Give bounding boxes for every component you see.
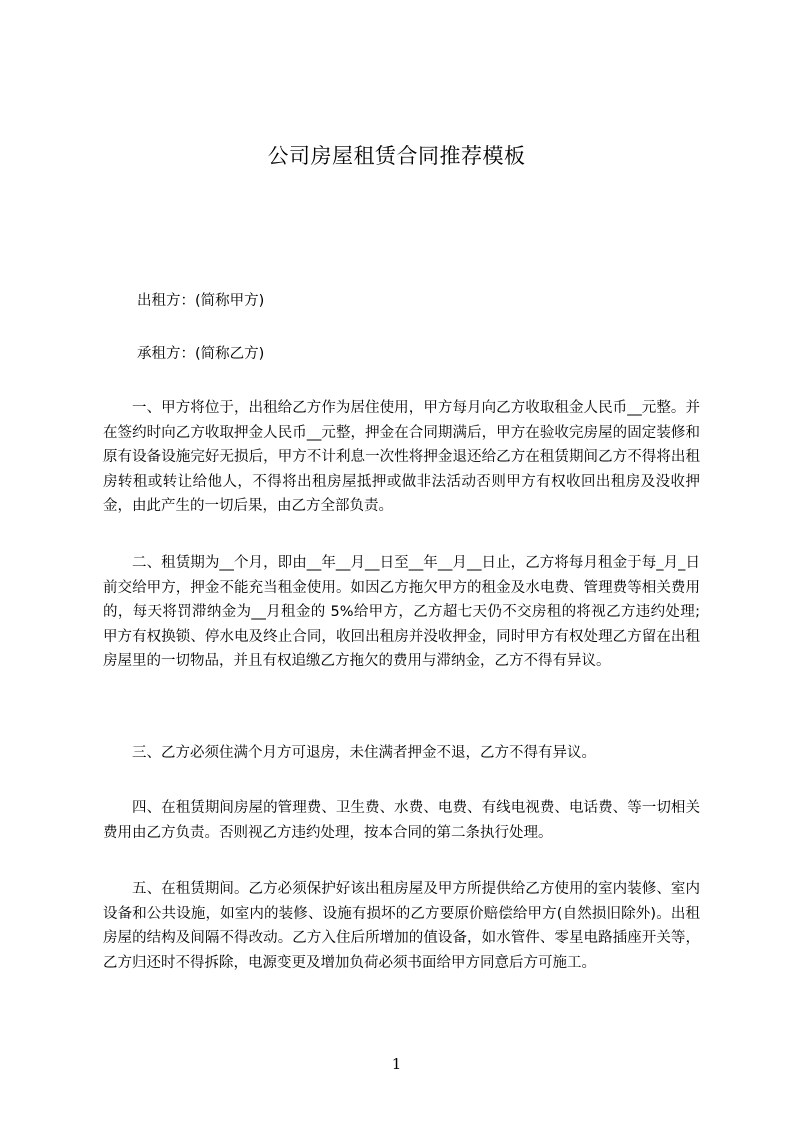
- clause-text: 四、在租赁期间房屋的管理费、卫生费、水费、电费、有线电视费、电话费、等一切相关费用由乙方负责。否则视乙方违约处理，按本合同的第二条执行处理。: [103, 800, 700, 841]
- clause-text: 二、租赁期为__个月，即由__年__月__日至__年__月__日止，乙方将每月租金于每_月_日前交给甲方，押金不能充当租金使用。如因乙方拖欠甲方的租金及水电费、管理费等相关费用的，每天将罚滞纳金为__月租金的 5%给甲方，乙方超七天仍不交房租的将视乙方违约处理;甲方有权换锁、停水电及终止合同，收回出租房并没收押金，同时甲方有权处理乙方留在出租房屋里的一切物品，并且有权追缴乙方拖欠的费用与滞纳金，乙方不得有异议。: [103, 555, 700, 669]
- lessee-line: 承租方：(简称乙方): [137, 346, 265, 362]
- document-title: 公司房屋租赁合同推荐模板: [267, 144, 526, 168]
- lessor-line: 出租方：(简称甲方): [137, 293, 265, 309]
- clause-text: 三、乙方必须住满个月方可退房，未住满者押金不退，乙方不得有异议。: [132, 745, 596, 761]
- clause-1: [103, 396, 700, 519]
- clause-text: 五、在租赁期间。乙方必须保护好该出租房屋及甲方所提供给乙方使用的室内装修、室内设备和公共设施，如室内的装修、设施有损坏的乙方要原价赔偿给甲方(自然损旧除外)。出租房屋的结构及间隔不得改动。乙方入住后所增加的值设备，如水管件、零星电路插座开关等，乙方归还时不得拆除，电源变更及增加负荷必须书面给甲方同意后方可施工。: [103, 881, 700, 971]
- clause-2: [103, 551, 700, 674]
- clause-5: [103, 877, 700, 975]
- clause-3: [103, 741, 700, 766]
- clause-text: 一、甲方将位于，出租给乙方作为居住使用，甲方每月向乙方收取租金人民币__元整。并在签约时向乙方收取押金人民币__元整，押金在合同期满后，甲方在验收完房屋的固定装修和原有设备设施完好无损后，甲方不计利息一次性将押金退还给乙方在租赁期间乙方不得将出租房转租或转让给他人，不得将出租房屋抵押或做非法活动否则甲方有权收回出租房及没收押金，由此产生的一切后果，由乙方全部负责。: [103, 400, 700, 514]
- clause-4: [103, 796, 700, 845]
- page-number: 1: [391, 1055, 402, 1073]
